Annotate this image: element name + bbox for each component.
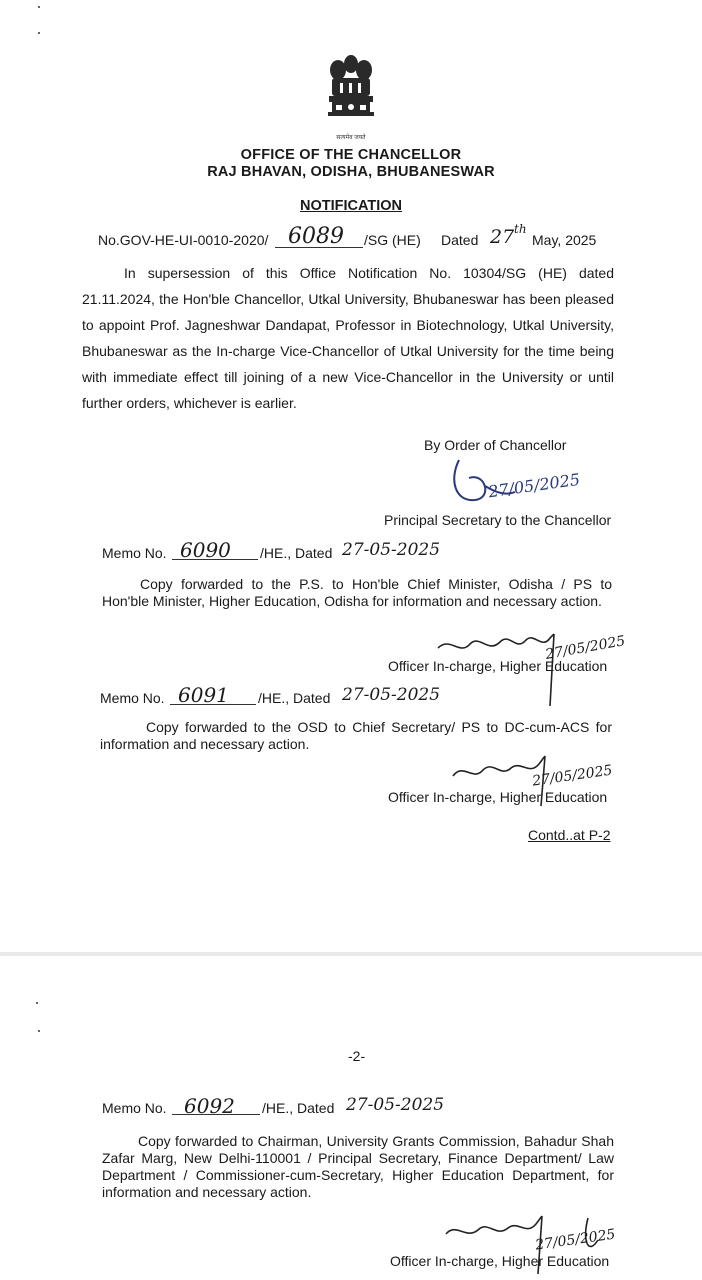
signature-date: 27/05/2025 <box>544 633 627 663</box>
memo-line: Copy forwarded to the OSD to Chief Secretary/ PS to DC-cum-ACS for <box>146 719 612 735</box>
memo-number-handwritten: 6090 <box>180 538 231 562</box>
memo-suffix: /HE., Dated <box>260 545 333 561</box>
date-superscript: th <box>514 222 527 236</box>
memo-label: Memo No. <box>102 545 167 561</box>
page-divider <box>0 952 702 956</box>
memo-date-handwritten: 27-05-2025 <box>342 540 441 560</box>
scan-speck <box>38 32 40 34</box>
signature-date: 27/05/2025 <box>534 1226 617 1254</box>
by-order-text: By Order of Chancellor <box>424 437 567 453</box>
continued-note: Contd..at P-2 <box>528 827 611 843</box>
body-line: Bhubaneswar as the In-charge Vice-Chancellor of Utkal University for the time being <box>82 343 614 359</box>
scan-speck <box>38 6 40 8</box>
body-line: to appoint Prof. Jagneshwar Dandapat, Professor in Biotechnology, Utkal University, <box>82 317 614 333</box>
page-number: -2- <box>348 1048 366 1064</box>
memo-suffix: /HE., Dated <box>262 1100 335 1116</box>
memo-date-handwritten: 27-05-2025 <box>342 685 441 705</box>
memo-number-handwritten: 6091 <box>178 683 229 707</box>
date-rest: May, 2025 <box>532 232 597 248</box>
dated-label: Dated <box>441 232 479 248</box>
body-line: In supersession of this Office Notification No. 10304/SG (HE) dated <box>124 265 614 281</box>
memo-line: Copy forwarded to the P.S. to Hon'ble Chief Minister, Odisha / PS to <box>140 576 612 592</box>
signatory-officer-incharge: Officer In-charge, Higher Education <box>388 789 608 805</box>
scan-speck <box>38 1030 40 1032</box>
memo-line: Department / Commissioner-cum-Secretary, Higher Education Department, for <box>102 1167 614 1183</box>
notification-heading: NOTIFICATION <box>299 198 403 214</box>
signatory-officer-incharge: Officer In-charge, Higher Education <box>390 1253 610 1269</box>
body-line: 21.11.2024, the Hon'ble Chancellor, Utkal University, Bhubaneswar has been pleased <box>82 291 614 307</box>
notification-number-suffix: /SG (HE) <box>364 232 421 248</box>
memo-line: Hon'ble Minister, Higher Education, Odisha for information and necessary action. <box>102 593 602 609</box>
signatory-officer-incharge: Officer In-charge, Higher Education <box>388 658 608 674</box>
office-title: OFFICE OF THE CHANCELLOR <box>240 147 462 163</box>
emblem-motto: सत्यमेव जयते <box>336 135 366 141</box>
memo-line: Zafar Marg, New Delhi-110001 / Principal Secretary, Finance Department/ Law <box>102 1150 614 1166</box>
body-line: with immediate effect till joining of a new Vice-Chancellor in the University or until <box>82 369 614 385</box>
notification-number-handwritten: 6089 <box>288 224 344 249</box>
date-handwritten: 27 <box>490 226 515 248</box>
notification-number-prefix: No.GOV-HE-UI-0010-2020/ <box>98 232 269 248</box>
memo-number-handwritten: 6092 <box>184 1094 235 1118</box>
signature-date: 27/05/2025 <box>531 762 614 790</box>
memo-line: information and necessary action. <box>102 1184 312 1200</box>
memo-label: Memo No. <box>100 690 165 706</box>
memo-line: information and necessary action. <box>100 736 310 752</box>
memo-date-handwritten: 27-05-2025 <box>346 1095 445 1115</box>
body-line: further orders, whichever is earlier. <box>82 395 297 411</box>
office-address: RAJ BHAVAN, ODISHA, BHUBANESWAR <box>207 164 495 180</box>
scan-speck <box>36 1002 38 1004</box>
national-emblem-icon <box>320 50 382 132</box>
signature-date: 27/05/2025 <box>487 469 582 502</box>
signatory-principal-secretary: Principal Secretary to the Chancellor <box>384 512 612 528</box>
memo-suffix: /HE., Dated <box>258 690 331 706</box>
memo-line: Copy forwarded to Chairman, University Grants Commission, Bahadur Shah <box>138 1133 614 1149</box>
memo-label: Memo No. <box>102 1100 167 1116</box>
